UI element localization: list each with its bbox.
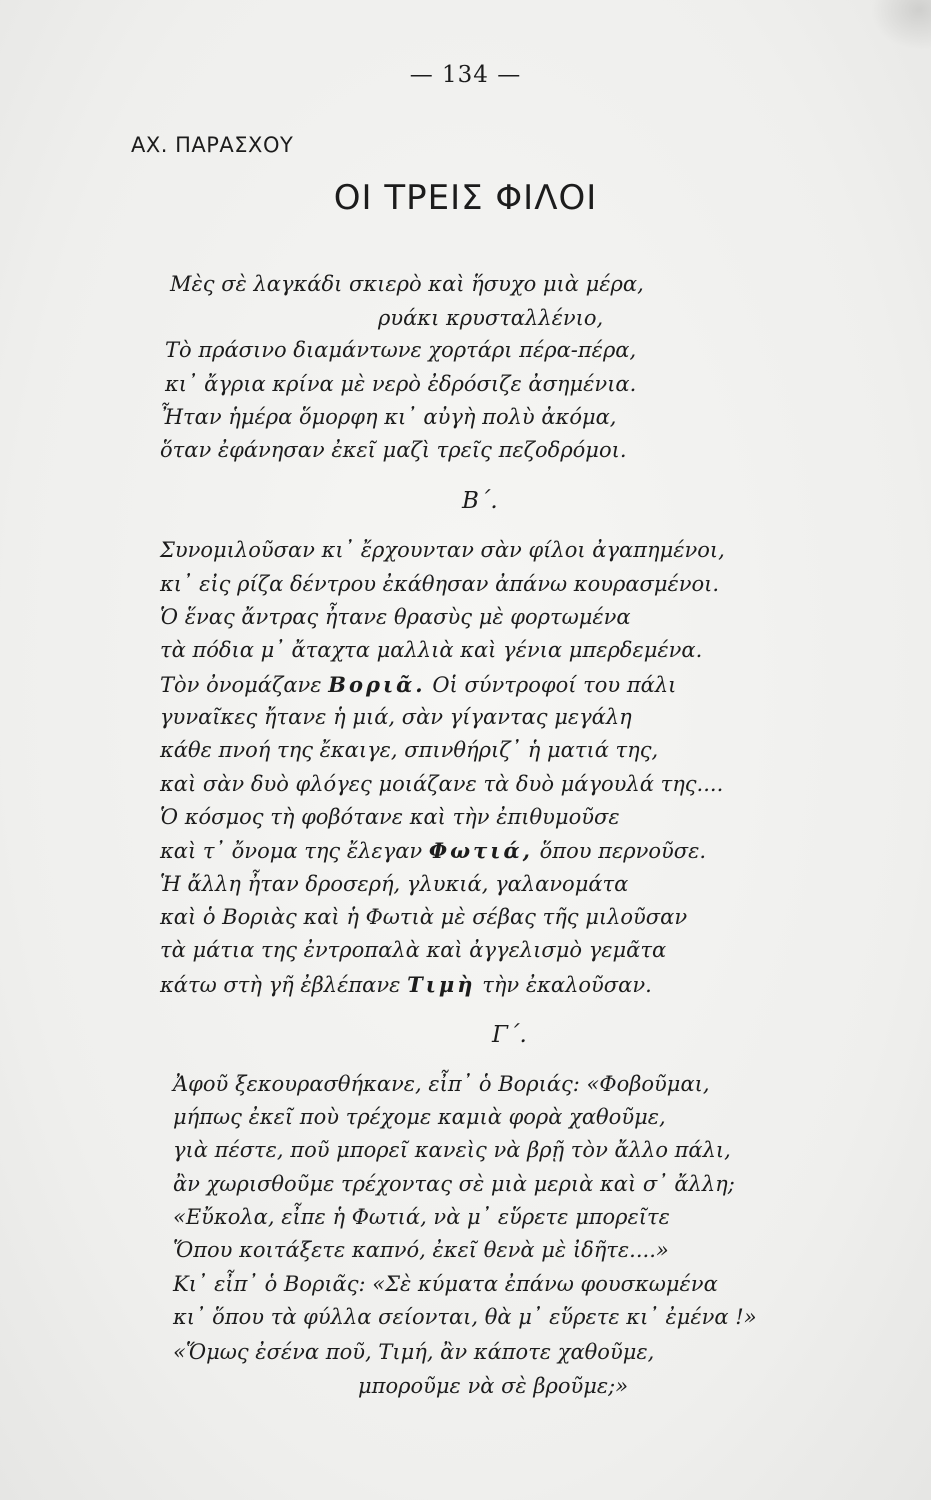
poem-text: κάτω στὴ γῆ ἐβλέπανε (160, 973, 401, 997)
poem-line: ρυάκι κρυσταλλένιο, (378, 306, 604, 330)
poem-line: κι᾽ ἄγρια κρίνα μὲ νερὸ ἐδρόσιζε ἀσημένια. (165, 372, 637, 396)
poem-line: «Εὔκολα, εἶπε ἡ Φωτιά, νὰ μ᾽ εὕρετε μπορεῖτε (173, 1205, 670, 1229)
poem-line: «Ὅμως ἐσένα ποῦ, Τιμή, ἂν κάποτε χαθοῦμε, (173, 1340, 655, 1364)
name-fotia: Φωτιά, (428, 838, 533, 863)
poem-line: Μὲς σὲ λαγκάδι σκιερὸ καὶ ἥσυχο μιὰ μέρα, (170, 272, 644, 296)
poem-line: Ὅπου κοιτάξετε καπνό, ἐκεῖ θενὰ μὲ ἰδῆτε....» (173, 1238, 669, 1262)
poem-line: Ὁ κόσμος τὴ φοβότανε καὶ τὴν ἐπιθυμοῦσε (160, 805, 620, 829)
poem-line: Ἀφοῦ ξεκουρασθήκανε, εἶπ᾽ ὁ Βοριάς: «Φοβοῦμαι, (173, 1072, 710, 1096)
poem-line: γυναῖκες ἤτανε ἡ μιά, σὰν γίγαντας μεγάλη (160, 705, 632, 729)
poem-line: κι᾽ ὅπου τὰ φύλλα σείονται, θὰ μ᾽ εὕρετε κι᾽ ἐμένα !» (173, 1305, 757, 1329)
author-name: ΑΧ. ΠΑΡΑΣΧΟΥ (131, 133, 294, 157)
poem-line: ἂν χωρισθοῦμε τρέχοντας σὲ μιὰ μεριὰ καὶ σ᾽ ἄλλη; (173, 1172, 735, 1196)
poem-line: κάθε πνοή της ἔκαιγε, σπινθήριζ᾽ ἡ ματιά της, (160, 738, 659, 762)
poem-line: τὰ μάτια της ἐντροπαλὰ καὶ ἀγγελισμὸ γεμᾶτα (160, 938, 667, 962)
poem-line: καὶ ὁ Βοριὰς καὶ ἡ Φωτιὰ μὲ σέβας τῆς μιλοῦσαν (160, 905, 688, 929)
name-boreas: Βοριᾶ. (328, 672, 426, 697)
poem-line: γιὰ πέστε, ποῦ μπορεῖ κανεὶς νὰ βρῇ τὸν ἄλλο πάλι, (173, 1138, 731, 1162)
poem-text: Τὸν ὀνομάζανε (160, 673, 322, 697)
poem-line: κι᾽ εἰς ρίζα δέντρου ἐκάθησαν ἀπάνω κουρασμένοι. (160, 572, 720, 596)
poem-line (160, 838, 706, 863)
section-heading-b: Β΄. (462, 488, 498, 514)
poem-line: Κι᾽ εἶπ᾽ ὁ Βοριᾶς: «Σὲ κύματα ἐπάνω φουσκωμένα (173, 1272, 718, 1296)
poem-text: ὅπου περνοῦσε. (539, 839, 707, 863)
poem-line: Τὸ πράσινο διαμάντωνε χορτάρι πέρα-πέρα, (165, 338, 637, 362)
poem-line (160, 972, 652, 997)
poem-text: Οἱ σύντροφοί του πάλι (432, 673, 677, 697)
poem-line: ὅταν ἐφάνησαν ἐκεῖ μαζὶ τρεῖς πεζοδρόμοι. (160, 438, 627, 462)
poem-line: μποροῦμε νὰ σὲ βροῦμε;» (358, 1374, 629, 1398)
poem-line: Ὁ ἕνας ἄντρας ἦτανε θρασὺς μὲ φορτωμένα (160, 605, 631, 629)
poem-text: καὶ τ᾽ ὄνομα της ἔλεγαν (160, 839, 423, 863)
poem-line (160, 672, 676, 697)
poem-text: τὴν ἐκαλοῦσαν. (482, 973, 652, 997)
page-number: — 134 — (409, 62, 522, 88)
poem-line: Ἦταν ἡμέρα ὅμορφη κι᾽ αὐγὴ πολὺ ἀκόμα, (160, 405, 617, 429)
name-timi: Τιμὴ (407, 972, 476, 997)
poem-line: μήπως ἐκεῖ ποὺ τρέχομε καμιὰ φορὰ χαθοῦμε, (173, 1105, 666, 1129)
poem-title: ΟΙ ΤΡΕΙΣ ΦΙΛΟΙ (333, 178, 598, 218)
poem-line: καὶ σὰν δυὸ φλόγες μοιάζανε τὰ δυὸ μάγουλά της.... (160, 772, 724, 796)
poem-line: Ἡ ἄλλη ἦταν δροσερή, γλυκιά, γαλανομάτα (160, 872, 629, 896)
section-heading-g: Γ΄. (492, 1022, 527, 1048)
poem-line: Συνομιλοῦσαν κι᾽ ἔρχουνταν σὰν φίλοι ἀγαπημένοι, (160, 538, 725, 562)
poem-line: τὰ πόδια μ᾽ ἄταχτα μαλλιὰ καὶ γένια μπερδεμένα. (160, 638, 703, 662)
